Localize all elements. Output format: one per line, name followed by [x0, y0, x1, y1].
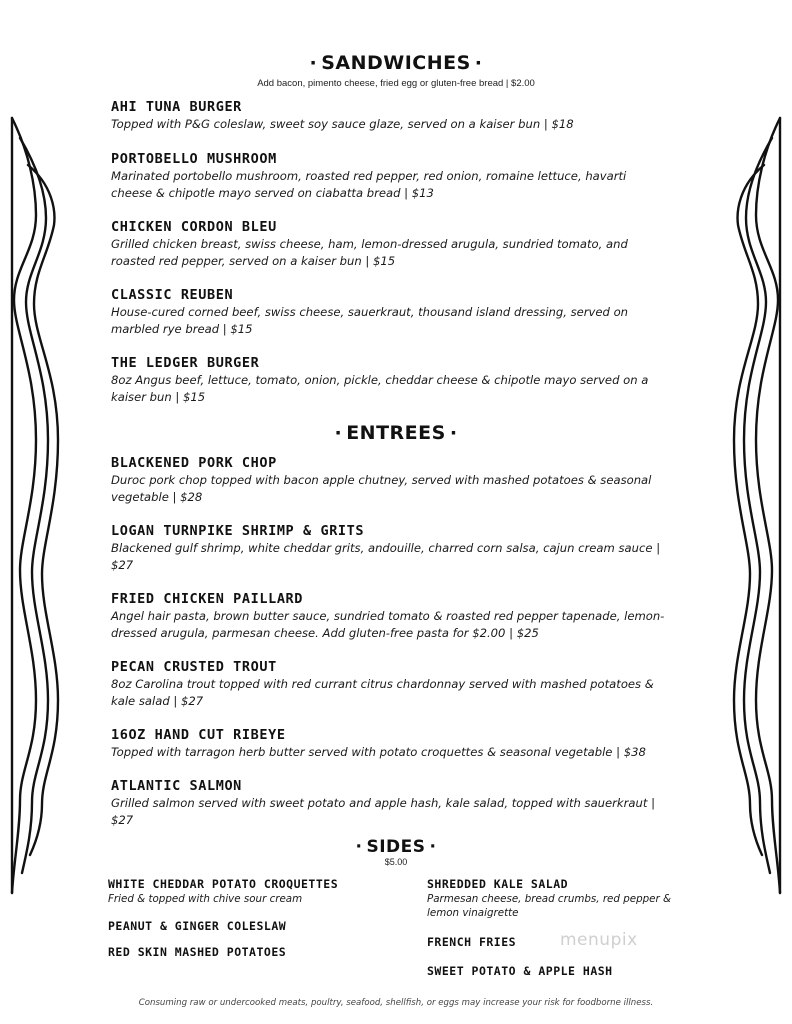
sandwiches-heading: · SANDWICHES · — [309, 52, 483, 74]
menu-item-description: Angel hair pasta, brown butter sauce, sundried tomato & roasted red pepper tapenade, lemon-dressed arugula, parmesan cheese. Add gluten-free pasta for $2.00 | $25 — [111, 609, 665, 640]
menu-item-description: House-cured corned beef, swiss cheese, sauerkraut, thousand island dressing, served on marbled rye bread | $15 — [111, 305, 629, 336]
menu-item — [111, 151, 671, 201]
menu-item — [111, 219, 671, 269]
menu-item — [111, 659, 671, 709]
side-item — [427, 935, 687, 950]
menu-item-name: THE LEDGER BURGER — [111, 355, 260, 371]
side-item-name: WHITE CHEDDAR POTATO CROQUETTES — [108, 877, 339, 891]
food-safety-disclaimer: Consuming raw or undercooked meats, poultry, seafood, shellfish, or eggs may increase your risk for foodborne illness. — [138, 998, 654, 1008]
menu-item — [111, 99, 671, 133]
side-item — [427, 877, 687, 920]
side-item — [108, 945, 408, 960]
menu-item-name: BLACKENED PORK CHOP — [111, 455, 277, 471]
menu-item — [111, 287, 671, 337]
side-item-description: Fried & topped with chive sour cream — [108, 893, 303, 905]
side-item — [427, 964, 687, 979]
sandwiches-title: SANDWICHES — [321, 52, 471, 74]
menu-item-description: Topped with tarragon herb butter served with potato croquettes & seasonal vegetable | $38 — [111, 745, 646, 759]
menu-item — [111, 778, 671, 828]
menu-item-description: Grilled salmon served with sweet potato and apple hash, kale salad, topped with sauerkraut | $27 — [111, 796, 655, 827]
menu-item-name: PECAN CRUSTED TROUT — [111, 659, 277, 675]
menu-item-name: LOGAN TURNPIKE SHRIMP & GRITS — [111, 523, 365, 539]
sides-price: $5.00 — [384, 857, 408, 867]
side-item — [108, 919, 408, 934]
sandwiches-addons-note: Add bacon, pimento cheese, fried egg or gluten-free bread | $2.00 — [257, 78, 535, 89]
menupix-watermark: menupix — [560, 930, 638, 950]
menu-item-description: Duroc pork chop topped with bacon apple chutney, served with mashed potatoes & seasonal vegetable | $28 — [111, 473, 652, 504]
menu-item — [111, 591, 671, 641]
side-item-name: PEANUT & GINGER COLESLAW — [108, 919, 287, 933]
menu-item-name: FRIED CHICKEN PAILLARD — [111, 591, 304, 607]
side-item-name: SWEET POTATO & APPLE HASH — [427, 964, 613, 978]
sides-title: SIDES — [366, 837, 426, 857]
side-item — [108, 877, 408, 906]
menu-item — [111, 727, 671, 761]
side-item-name: SHREDDED KALE SALAD — [427, 877, 569, 891]
menu-item-description: 8oz Angus beef, lettuce, tomato, onion, pickle, cheddar cheese & chipotle mayo served on a kaiser bun | $15 — [111, 373, 649, 404]
menu-item-description: Grilled chicken breast, swiss cheese, ham, lemon-dressed arugula, sundried tomato, and roasted red pepper, served on a kaiser bun | $15 — [111, 237, 628, 268]
menu-item-name: CLASSIC REUBEN — [111, 287, 234, 303]
menu-item-description: Topped with P&G coleslaw, sweet soy sauce glaze, served on a kaiser bun | $18 — [111, 117, 574, 131]
menu-item-name: AHI TUNA BURGER — [111, 99, 242, 115]
entrees-title: ENTREES — [346, 422, 446, 444]
side-item-description: Parmesan cheese, bread crumbs, red pepper & lemon vinaigrette — [427, 893, 672, 919]
menu-item-name: 16OZ HAND CUT RIBEYE — [111, 727, 286, 743]
menu-item — [111, 455, 671, 505]
menu-item-description: Marinated portobello mushroom, roasted red pepper, red onion, romaine lettuce, havarti cheese & chipotle mayo served on ciabatta bread | $13 — [111, 169, 627, 200]
menu-item-description: Blackened gulf shrimp, white cheddar grits, andouille, charred corn salsa, cajun cream sauce | $27 — [111, 541, 661, 572]
sides-heading: · SIDES · — [355, 837, 437, 857]
menu-item-name: PORTOBELLO MUSHROOM — [111, 151, 277, 167]
menu-item — [111, 355, 671, 405]
entrees-heading: · ENTREES · — [334, 422, 458, 444]
menu-item-name: CHICKEN CORDON BLEU — [111, 219, 277, 235]
menu-item-name: ATLANTIC SALMON — [111, 778, 242, 794]
menu-item-description: 8oz Carolina trout topped with red currant citrus chardonnay served with mashed potatoes & kale salad | $27 — [111, 677, 654, 708]
menu-item — [111, 523, 671, 573]
side-item-name: RED SKIN MASHED POTATOES — [108, 945, 287, 959]
side-item-name: FRENCH FRIES — [427, 935, 517, 949]
